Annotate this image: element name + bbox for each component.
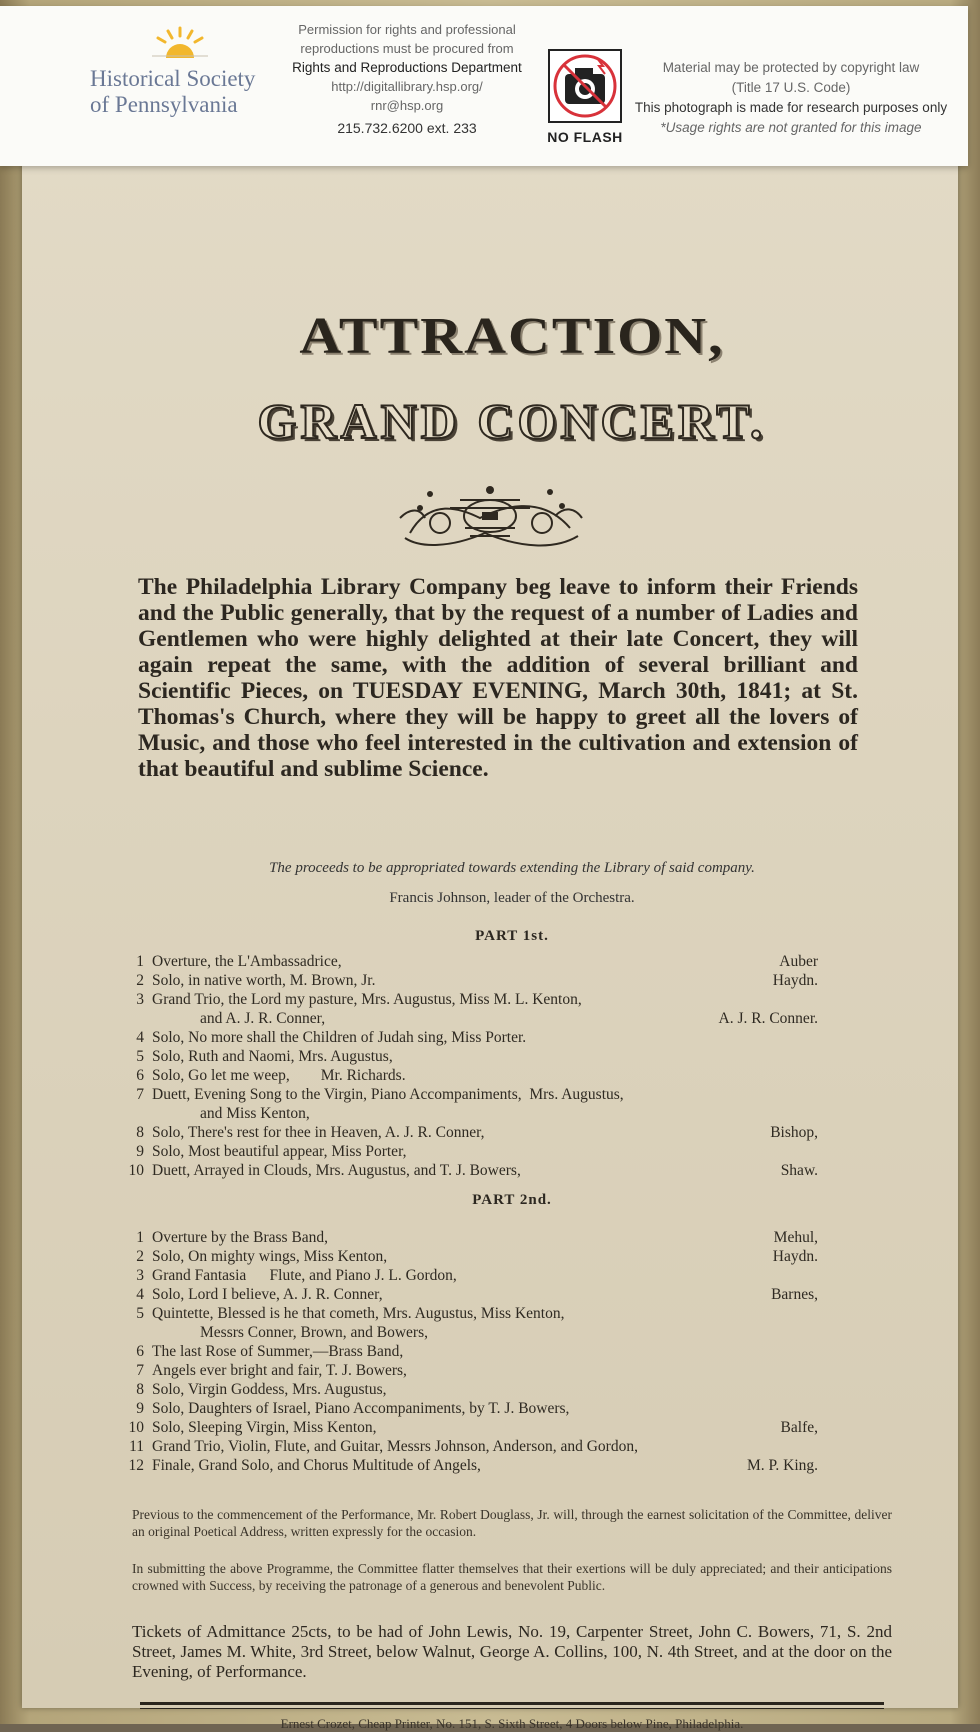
- hsp-logo: [80, 22, 280, 132]
- part2-heading: PART 2nd.: [472, 1192, 552, 1208]
- program-item-number: 1: [136, 953, 144, 970]
- program-item-composer: M. P. King.: [746, 1457, 818, 1474]
- program-item-number: 1: [136, 1229, 144, 1246]
- program-item: [128, 952, 818, 971]
- program-item-composer: Balfe,: [780, 1419, 818, 1436]
- program-item: [128, 990, 818, 1009]
- program-item-title: Grand Trio, the Lord my pasture, Mrs. Augustus, Miss M. L. Kenton,: [152, 991, 582, 1008]
- program-item-number: 8: [136, 1124, 144, 1141]
- program-item-number: 9: [136, 1400, 144, 1417]
- program-item: [128, 1247, 818, 1266]
- program-item-title: Duett, Evening Song to the Virgin, Piano Accompaniments, Mrs. Augustus,: [152, 1086, 624, 1103]
- rule-thick: [140, 1702, 884, 1705]
- org-name: Historical Society of Pennsylvania: [90, 66, 256, 117]
- no-flash-sign: NO FLASH: [544, 48, 626, 145]
- program-item-title: and A. J. R. Conner,: [200, 1010, 326, 1027]
- address-note: Previous to the commencement of the Performance, Mr. Robert Douglass, Jr. will, through the earnest solicitation of the Committee, deliver an original Poetical Address, written expressly for the occasion.: [132, 1507, 892, 1539]
- program-item: [128, 1456, 818, 1475]
- program-item-number: 6: [136, 1343, 144, 1360]
- program-item-number: 3: [136, 1267, 144, 1284]
- program-item-title: Solo, Virgin Goddess, Mrs. Augustus,: [152, 1381, 387, 1398]
- program-item: [128, 1142, 818, 1161]
- program-item: [128, 1047, 818, 1066]
- program-item-number: 7: [136, 1362, 144, 1379]
- program-item-title: Solo, Lord I believe, A. J. R. Conner,: [152, 1286, 383, 1303]
- program-item-title: and Miss Kenton,: [200, 1105, 310, 1122]
- program-item-title: Solo, There's rest for thee in Heaven, A. J. R. Conner,: [152, 1124, 485, 1141]
- program-item-composer: Shaw.: [780, 1162, 818, 1179]
- program-item-title: Grand Trio, Violin, Flute, and Guitar, Messrs Johnson, Anderson, and Gordon,: [152, 1438, 638, 1455]
- program-item-number: 7: [136, 1086, 144, 1103]
- intro-paragraph: The Philadelphia Library Company beg leave to inform their Friends and the Public generally, that by the request of a number of Ladies and Gentlemen who were highly delighted at their late Concert, they will again repeat the same, with the addition of several brilliant and Scientific Pieces, on TUESDAY EVENING, March 30th, 1841; at St. Thomas's Church, where they will be happy to greet all the lovers of Music, and those who feel interested in the cultivation and extension of that beautiful and sublime Science.: [138, 574, 858, 782]
- program-item-title: Solo, Sleeping Virgin, Miss Kenton,: [152, 1419, 377, 1436]
- program-item-title: Solo, in native worth, M. Brown, Jr.: [152, 972, 376, 989]
- printer-imprint: Ernest Crozet, Cheap Printer, No. 151, S. Sixth Street, 4 Doors below Pine, Philadelphia.: [280, 1716, 744, 1731]
- program-item-title: Solo, Most beautiful appear, Miss Porter,: [152, 1143, 407, 1160]
- poster-title: ATTRACTION,: [299, 306, 725, 365]
- program-item: [128, 1228, 818, 1247]
- program-item: [128, 1085, 818, 1104]
- program-item-composer: Barnes,: [771, 1286, 818, 1303]
- program-item: [128, 1066, 818, 1085]
- program-item-composer: Haydn.: [772, 1248, 818, 1265]
- program-item-number: 4: [136, 1286, 144, 1303]
- rule-thin: [140, 1708, 884, 1709]
- tickets-paragraph: Tickets of Admittance 25cts, to be had of John Lewis, No. 19, Carpenter Street, John C. Bowers, 71, S. 2nd Street, James M. White, 3rd Street, below Walnut, George A. Collins, 100, N. 4th Street, and at the door on the Evening, of Performance.: [132, 1622, 892, 1681]
- poster-subtitle: GRAND CONCERT.: [257, 393, 767, 449]
- permission-notice: Permission for rights and professional reproductions must be procured from Rights and Reproductions Department http://digitallibrary.hsp.org/ rnr@hsp.org 215.732.6200 ext. 233: [292, 22, 522, 136]
- program-item-number: 8: [136, 1381, 144, 1398]
- program-item-number: 12: [128, 1457, 144, 1474]
- orchestra-leader-line: Francis Johnson, leader of the Orchestra.: [389, 890, 635, 906]
- program-item-title: Duett, Arrayed in Clouds, Mrs. Augustus, and T. J. Bowers,: [152, 1162, 521, 1179]
- copyright-notice: Material may be protected by copyright law (Title 17 U.S. Code) This photograph is made for research purposes only *Usage rights are not granted for this image: [634, 60, 948, 135]
- program-item-composer: Bishop,: [770, 1124, 818, 1141]
- program-item: [128, 1028, 818, 1047]
- program-item: [128, 1361, 818, 1380]
- program-item-composer: Mehul,: [773, 1229, 818, 1246]
- program-item: [128, 971, 818, 990]
- program-item-number: 6: [136, 1067, 144, 1084]
- program-item-number: 10: [128, 1162, 144, 1179]
- program-item-title: Angels ever bright and fair, T. J. Bowers,: [152, 1362, 407, 1379]
- program-item-title: Finale, Grand Solo, and Chorus Multitude of Angels,: [152, 1457, 481, 1474]
- program-item: [128, 1304, 818, 1323]
- program-item-title: Quintette, Blessed is he that cometh, Mrs. Augustus, Miss Kenton,: [152, 1305, 565, 1322]
- no-flash-camera-icon: [547, 48, 623, 124]
- musical-instruments-emblem-icon: [390, 478, 590, 563]
- broadside-paper: [22, 132, 958, 1731]
- program-item: [128, 1009, 818, 1028]
- program-item: [128, 1123, 818, 1142]
- program-item: [128, 1161, 818, 1180]
- program-item-number: 4: [136, 1029, 144, 1046]
- program-item-title: Solo, Ruth and Naomi, Mrs. Augustus,: [152, 1048, 393, 1065]
- program-item-title: Overture, the L'Ambassadrice,: [152, 953, 342, 970]
- part2-program: [128, 1228, 818, 1475]
- program-item-number: 10: [128, 1419, 144, 1436]
- program-item-composer: Haydn.: [772, 972, 818, 989]
- program-item-title: Solo, Daughters of Israel, Piano Accompaniments, by T. J. Bowers,: [152, 1400, 570, 1417]
- program-item-composer: A. J. R. Conner.: [718, 1010, 818, 1027]
- program-item-title: Solo, No more shall the Children of Judah sing, Miss Porter.: [152, 1029, 527, 1046]
- program-item-title: Grand Fantasia Flute, and Piano J. L. Gordon,: [152, 1267, 457, 1284]
- part1-program: [128, 952, 818, 1180]
- program-item-composer: Auber: [779, 953, 818, 970]
- program-item-number: 5: [136, 1305, 144, 1322]
- sun-icon: [150, 26, 210, 60]
- committee-note: In submitting the above Programme, the Committee flatter themselves that their exertions will be duly appreciated; and their anticipations crowned with Success, by receiving the patronage of a generous and benevolent Public.: [132, 1561, 892, 1593]
- program-item-title: Overture by the Brass Band,: [152, 1229, 329, 1246]
- program-item: [128, 1418, 818, 1437]
- program-item-number: 3: [136, 991, 144, 1008]
- program-item-title: Solo, Go let me weep, Mr. Richards.: [152, 1067, 406, 1084]
- program-item: [128, 1380, 818, 1399]
- program-item: [128, 1342, 818, 1361]
- program-item-title: Messrs Conner, Brown, and Bowers,: [200, 1324, 428, 1341]
- program-item: [128, 1266, 818, 1285]
- program-item-title: Solo, On mighty wings, Miss Kenton,: [152, 1248, 388, 1265]
- program-item: [128, 1323, 818, 1342]
- archive-label: [0, 6, 968, 166]
- part1-heading: PART 1st.: [475, 928, 549, 944]
- program-item-number: 11: [129, 1438, 144, 1455]
- program-item: [128, 1437, 818, 1456]
- program-item: [128, 1399, 818, 1418]
- program-item-title: The last Rose of Summer,—Brass Band,: [152, 1343, 404, 1360]
- program-item: [128, 1104, 818, 1123]
- program-item-number: 5: [136, 1048, 144, 1065]
- program-item-number: 9: [136, 1143, 144, 1160]
- program-item-number: 2: [136, 1248, 144, 1265]
- proceeds-line: The proceeds to be appropriated towards extending the Library of said company.: [269, 860, 755, 876]
- program-item: [128, 1285, 818, 1304]
- program-item-number: 2: [136, 972, 144, 989]
